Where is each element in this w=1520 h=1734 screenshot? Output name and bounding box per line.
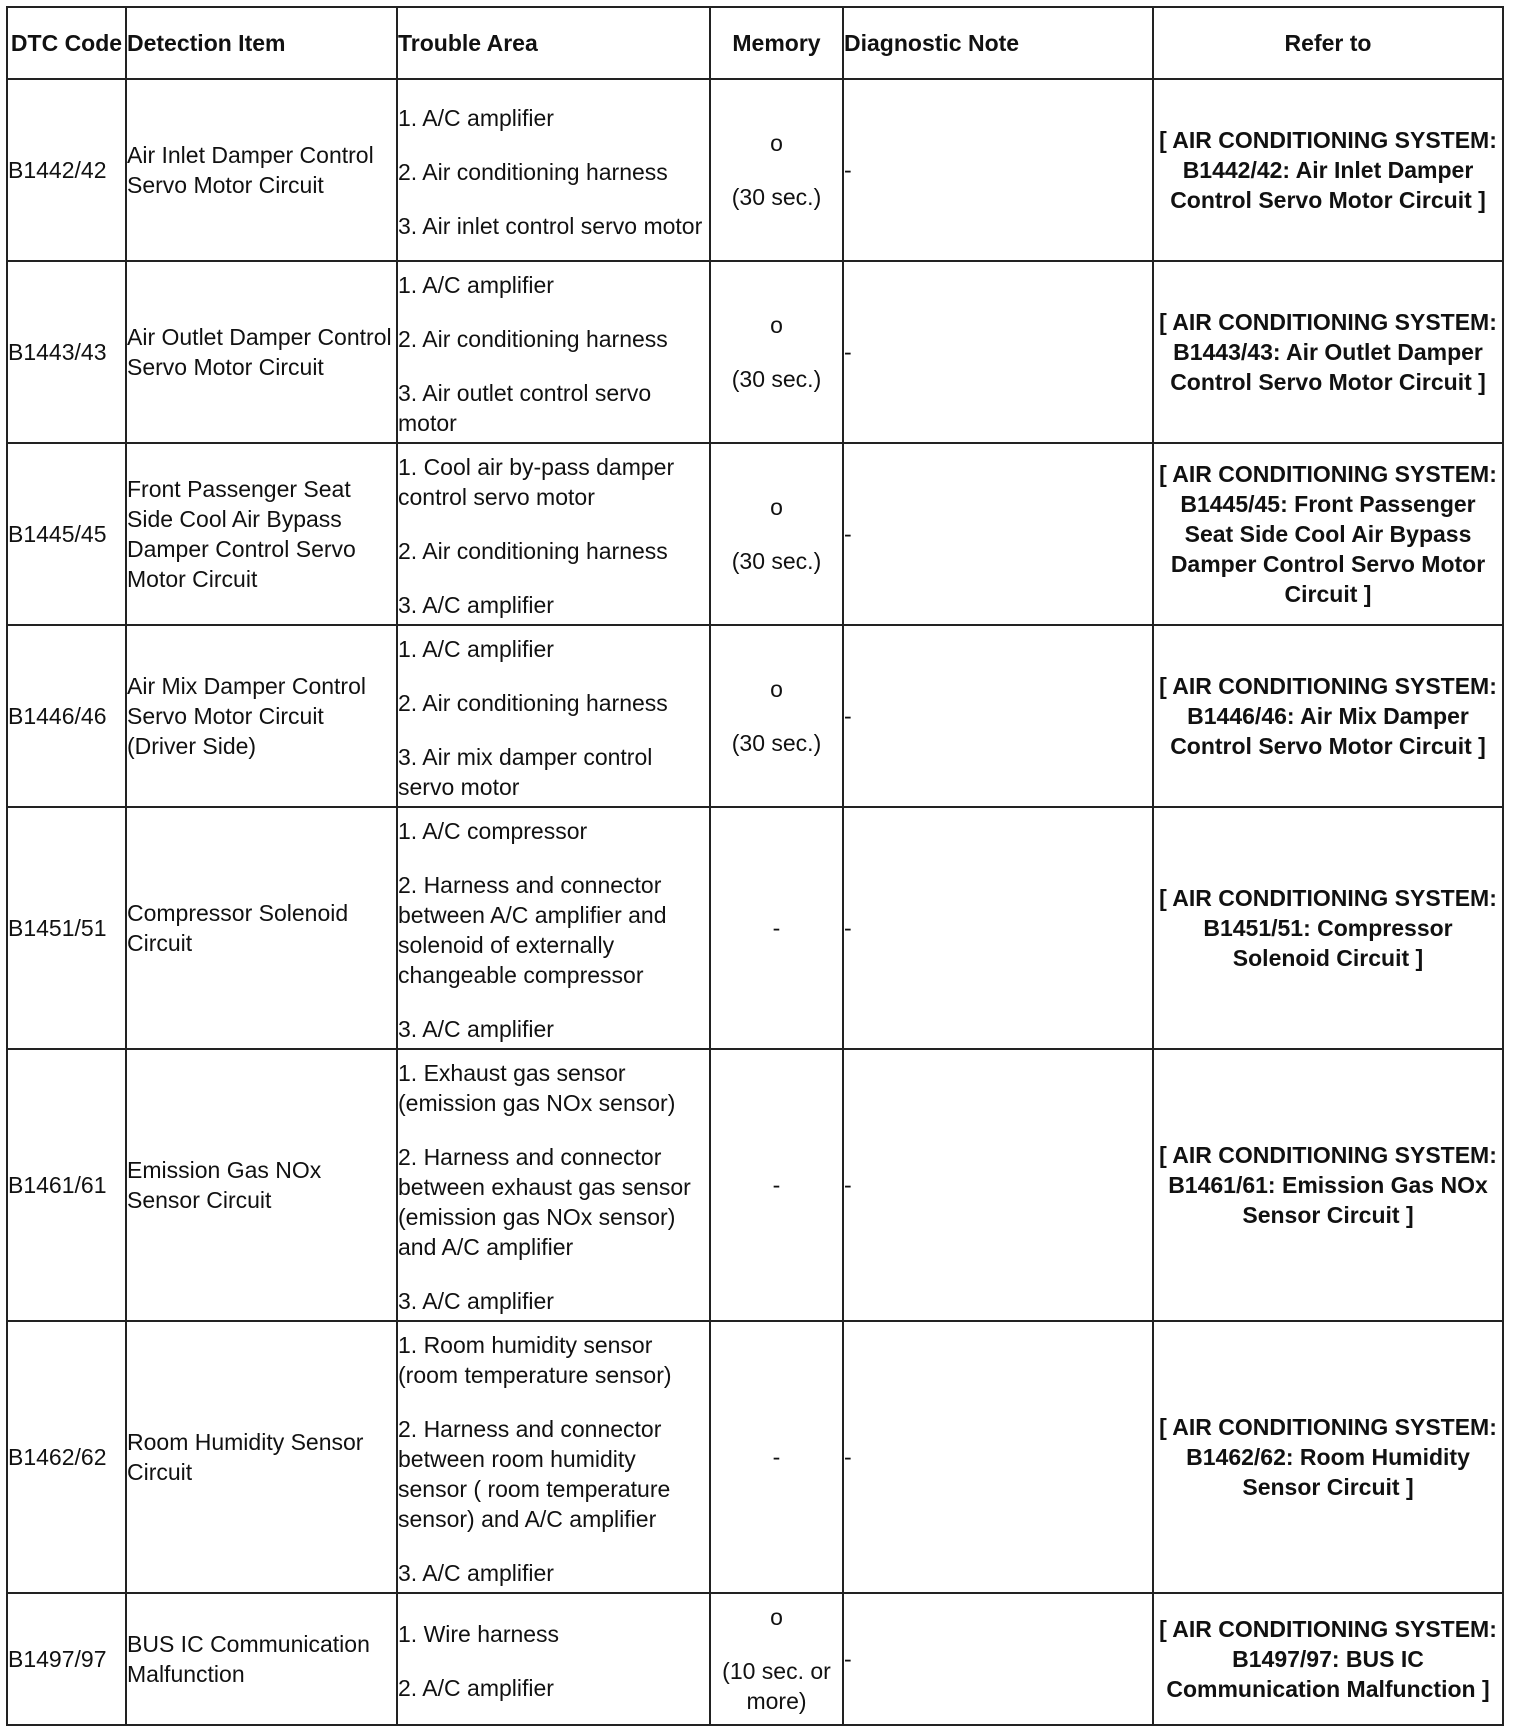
memory-duration: (30 sec.): [731, 366, 822, 392]
dtc-code-cell: B1451/51: [7, 807, 126, 1049]
trouble-area-item: 3. A/C amplifier: [398, 592, 554, 618]
table-row: [7, 79, 1503, 261]
diagnostic-note-cell: -: [843, 1593, 1153, 1725]
memory-mark: -: [772, 1172, 781, 1198]
memory-duration: (30 sec.): [731, 548, 822, 574]
dtc-table: [6, 6, 1504, 1726]
trouble-area-item: 2. Air conditioning harness: [398, 538, 668, 564]
detection-item-cell: Front Passenger Seat Side Cool Air Bypass Damper Control Servo Motor Circuit: [126, 443, 397, 625]
trouble-area-cell: [397, 443, 710, 625]
detection-item-cell: Air Mix Damper Control Servo Motor Circuit (Driver Side): [126, 625, 397, 807]
refer-to-link[interactable]: [ AIR CONDITIONING SYSTEM: B1462/62: Room Humidity Sensor Circuit ]: [1153, 1321, 1503, 1593]
diagnostic-note-cell: -: [843, 261, 1153, 443]
trouble-area-item: 2. A/C amplifier: [398, 1675, 554, 1701]
memory-duration: (30 sec.): [731, 184, 822, 210]
refer-to-link[interactable]: [ AIR CONDITIONING SYSTEM: B1445/45: Front Passenger Seat Side Cool Air Bypass Damper Control Servo Motor Circuit ]: [1153, 443, 1503, 625]
detection-item-cell: Air Inlet Damper Control Servo Motor Circuit: [126, 79, 397, 261]
trouble-area-item: 1. Wire harness: [398, 1621, 560, 1647]
refer-to-link[interactable]: [ AIR CONDITIONING SYSTEM: B1461/61: Emission Gas NOx Sensor Circuit ]: [1153, 1049, 1503, 1321]
refer-to-link[interactable]: [ AIR CONDITIONING SYSTEM: B1443/43: Air Outlet Damper Control Servo Motor Circuit ]: [1153, 261, 1503, 443]
memory-cell: [710, 79, 843, 261]
header-memory: Memory: [710, 7, 843, 79]
trouble-area-item: 2. Air conditioning harness: [398, 690, 668, 716]
header-trouble-area: Trouble Area: [397, 7, 710, 79]
memory-mark: o: [770, 1604, 783, 1630]
table-row: [7, 625, 1503, 807]
dtc-code-cell: B1462/62: [7, 1321, 126, 1593]
trouble-area-item: 3. A/C amplifier: [398, 1560, 554, 1586]
detection-item-cell: Room Humidity Sensor Circuit: [126, 1321, 397, 1593]
memory-cell: [710, 261, 843, 443]
header-refer-to: Refer to: [1153, 7, 1503, 79]
trouble-area-item: 1. A/C amplifier: [398, 105, 554, 131]
table-row: [7, 1593, 1503, 1725]
trouble-area-item: 3. Air outlet control servo motor: [398, 380, 652, 436]
memory-cell: [710, 443, 843, 625]
trouble-area-cell: [397, 625, 710, 807]
header-detection-item: Detection Item: [126, 7, 397, 79]
trouble-area-cell: [397, 1049, 710, 1321]
header-row: [7, 7, 1503, 79]
refer-to-link[interactable]: [ AIR CONDITIONING SYSTEM: B1446/46: Air Mix Damper Control Servo Motor Circuit ]: [1153, 625, 1503, 807]
diagnostic-note-cell: -: [843, 1321, 1153, 1593]
memory-cell: [710, 625, 843, 807]
trouble-area-cell: [397, 807, 710, 1049]
trouble-area-item: 1. Room humidity sensor (room temperature sensor): [398, 1332, 672, 1388]
memory-mark: -: [772, 915, 781, 941]
diagnostic-note-cell: -: [843, 443, 1153, 625]
dtc-code-cell: B1445/45: [7, 443, 126, 625]
trouble-area-item: 1. A/C compressor: [398, 818, 588, 844]
refer-to-link[interactable]: [ AIR CONDITIONING SYSTEM: B1442/42: Air Inlet Damper Control Servo Motor Circuit ]: [1153, 79, 1503, 261]
table-row: [7, 261, 1503, 443]
memory-cell: [710, 1049, 843, 1321]
detection-item-cell: Compressor Solenoid Circuit: [126, 807, 397, 1049]
trouble-area-item: 1. A/C amplifier: [398, 272, 554, 298]
table-row: [7, 443, 1503, 625]
memory-mark: o: [770, 494, 783, 520]
table-row: [7, 807, 1503, 1049]
trouble-area-item: 1. A/C amplifier: [398, 636, 554, 662]
memory-mark: o: [770, 312, 783, 338]
trouble-area-cell: [397, 1593, 710, 1725]
dtc-code-cell: B1443/43: [7, 261, 126, 443]
memory-duration: (30 sec.): [731, 730, 822, 756]
header-dtc-code: DTC Code: [7, 7, 126, 79]
refer-to-link[interactable]: [ AIR CONDITIONING SYSTEM: B1497/97: BUS IC Communication Malfunction ]: [1153, 1593, 1503, 1725]
dtc-code-cell: B1442/42: [7, 79, 126, 261]
detection-item-cell: Emission Gas NOx Sensor Circuit: [126, 1049, 397, 1321]
diagnostic-note-cell: -: [843, 79, 1153, 261]
trouble-area-item: 2. Air conditioning harness: [398, 326, 668, 352]
trouble-area-cell: [397, 79, 710, 261]
memory-mark: o: [770, 130, 783, 156]
memory-cell: [710, 807, 843, 1049]
diagnostic-note-cell: -: [843, 807, 1153, 1049]
trouble-area-item: 3. A/C amplifier: [398, 1016, 554, 1042]
memory-cell: [710, 1593, 843, 1725]
dtc-code-cell: B1446/46: [7, 625, 126, 807]
memory-cell: [710, 1321, 843, 1593]
trouble-area-item: 3. Air inlet control servo motor: [398, 213, 703, 239]
table-row: [7, 1321, 1503, 1593]
memory-mark: o: [770, 676, 783, 702]
refer-to-link[interactable]: [ AIR CONDITIONING SYSTEM: B1451/51: Compressor Solenoid Circuit ]: [1153, 807, 1503, 1049]
trouble-area-item: 2. Harness and connector between room humidity sensor ( room temperature sensor) and A/C amplifier: [398, 1416, 671, 1532]
detection-item-cell: BUS IC Communication Malfunction: [126, 1593, 397, 1725]
trouble-area-item: 2. Harness and connector between A/C amplifier and solenoid of externally changeable compressor: [398, 872, 667, 988]
trouble-area-cell: [397, 261, 710, 443]
memory-mark: -: [772, 1444, 781, 1470]
diagnostic-note-cell: -: [843, 625, 1153, 807]
table-row: [7, 1049, 1503, 1321]
table-body: [7, 79, 1503, 1725]
header-diagnostic-note: Diagnostic Note: [843, 7, 1153, 79]
dtc-code-cell: B1497/97: [7, 1593, 126, 1725]
memory-duration: (10 sec. or more): [722, 1658, 831, 1714]
trouble-area-item: 1. Exhaust gas sensor (emission gas NOx sensor): [398, 1060, 676, 1116]
diagnostic-note-cell: -: [843, 1049, 1153, 1321]
trouble-area-item: 2. Air conditioning harness: [398, 159, 668, 185]
trouble-area-item: 1. Cool air by-pass damper control servo motor: [398, 454, 675, 510]
detection-item-cell: Air Outlet Damper Control Servo Motor Circuit: [126, 261, 397, 443]
trouble-area-item: 2. Harness and connector between exhaust gas sensor (emission gas NOx sensor) and A/C amplifier: [398, 1144, 691, 1260]
dtc-code-cell: B1461/61: [7, 1049, 126, 1321]
trouble-area-item: 3. A/C amplifier: [398, 1288, 554, 1314]
trouble-area-cell: [397, 1321, 710, 1593]
trouble-area-item: 3. Air mix damper control servo motor: [398, 744, 653, 800]
